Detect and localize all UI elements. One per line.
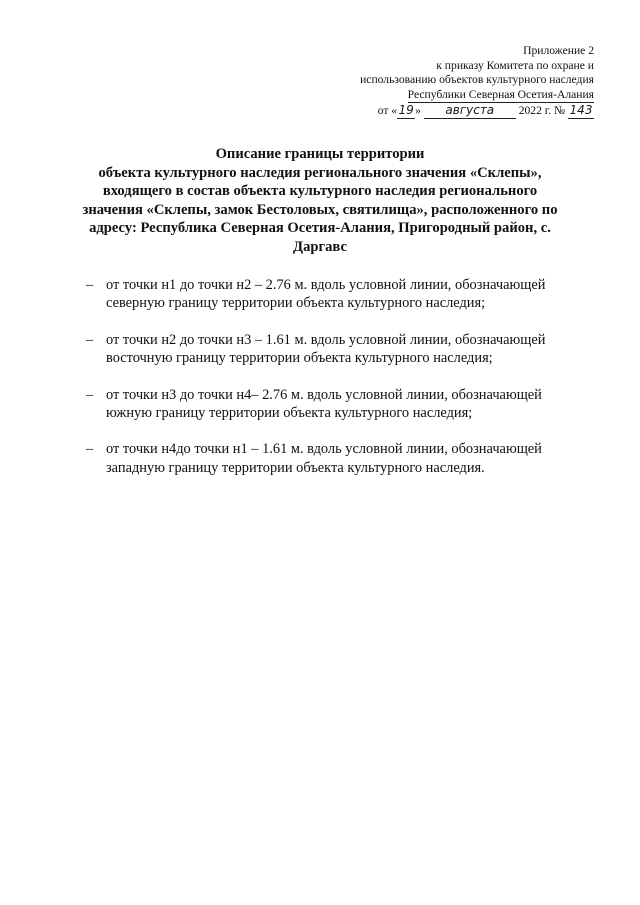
title-line-5: адресу: Республика Северная Осетия-Алания, Пригородный район, с. — [89, 220, 551, 237]
date-mid: » — [415, 104, 421, 118]
boundary-item — [86, 386, 586, 423]
list-dash: – — [86, 277, 94, 293]
list-dash: – — [86, 331, 94, 348]
boundary-item-line-1: от точки н3 до точки н4– 2.76 м. вдоль условной линии, обозначающей — [106, 386, 542, 403]
list-dash: – — [86, 386, 94, 403]
boundary-item — [86, 331, 586, 368]
appendix-committee: использованию объектов культурного наследия — [360, 73, 594, 87]
appendix-date-line — [294, 103, 594, 119]
boundary-item — [86, 440, 586, 477]
title-line-1: Описание границы территории — [215, 146, 425, 162]
boundary-item-line-2: западную границу территории объекта культурного наследия. — [106, 459, 485, 476]
title-line-4: значения «Склепы, замок Бестоловых, святилища», расположенного по — [82, 201, 558, 218]
boundary-item-line-1: от точки н2 до точки н3 – 1.61 м. вдоль условной линии, обозначающей — [106, 331, 546, 348]
date-prefix: от « — [377, 104, 398, 118]
document-title — [80, 145, 560, 257]
boundary-list — [86, 276, 586, 495]
appendix-header — [294, 44, 594, 119]
title-line-2: объекта культурного наследия регионального значения «Склепы», — [98, 164, 542, 181]
boundary-item-line-2: восточную границу территории объекта культурного наследия; — [106, 350, 493, 367]
appendix-number: Приложение 2 — [523, 44, 594, 57]
boundary-item-line-1: от точки н4до точки н1 – 1.61 м. вдоль условной линии, обозначающей — [106, 441, 542, 458]
appendix-order-ref: к приказу Комитета по охране и — [436, 58, 594, 72]
list-dash: – — [86, 441, 94, 458]
boundary-item-line-2: северную границу территории объекта культурного наследия; — [106, 295, 486, 312]
appendix-republic — [294, 88, 594, 104]
date-month-handwritten: августа — [424, 103, 516, 119]
title-line-3: входящего в состав объекта культурного наследия регионального — [102, 183, 538, 200]
boundary-item-line-1: от точки н1 до точки н2 – 2.76 м. вдоль условной линии, обозначающей — [106, 277, 546, 293]
date-year: 2022 г. № — [518, 104, 566, 118]
boundary-item — [86, 276, 586, 313]
appendix-republic-text: Республики Северная Осетия-Алания — [408, 88, 594, 104]
order-number-handwritten: 143 — [569, 103, 593, 118]
date-day-handwritten: 19 — [398, 103, 414, 118]
boundary-item-line-2: южную границу территории объекта культурного наследия; — [106, 405, 473, 422]
title-line-6: Даргавс — [293, 238, 347, 255]
